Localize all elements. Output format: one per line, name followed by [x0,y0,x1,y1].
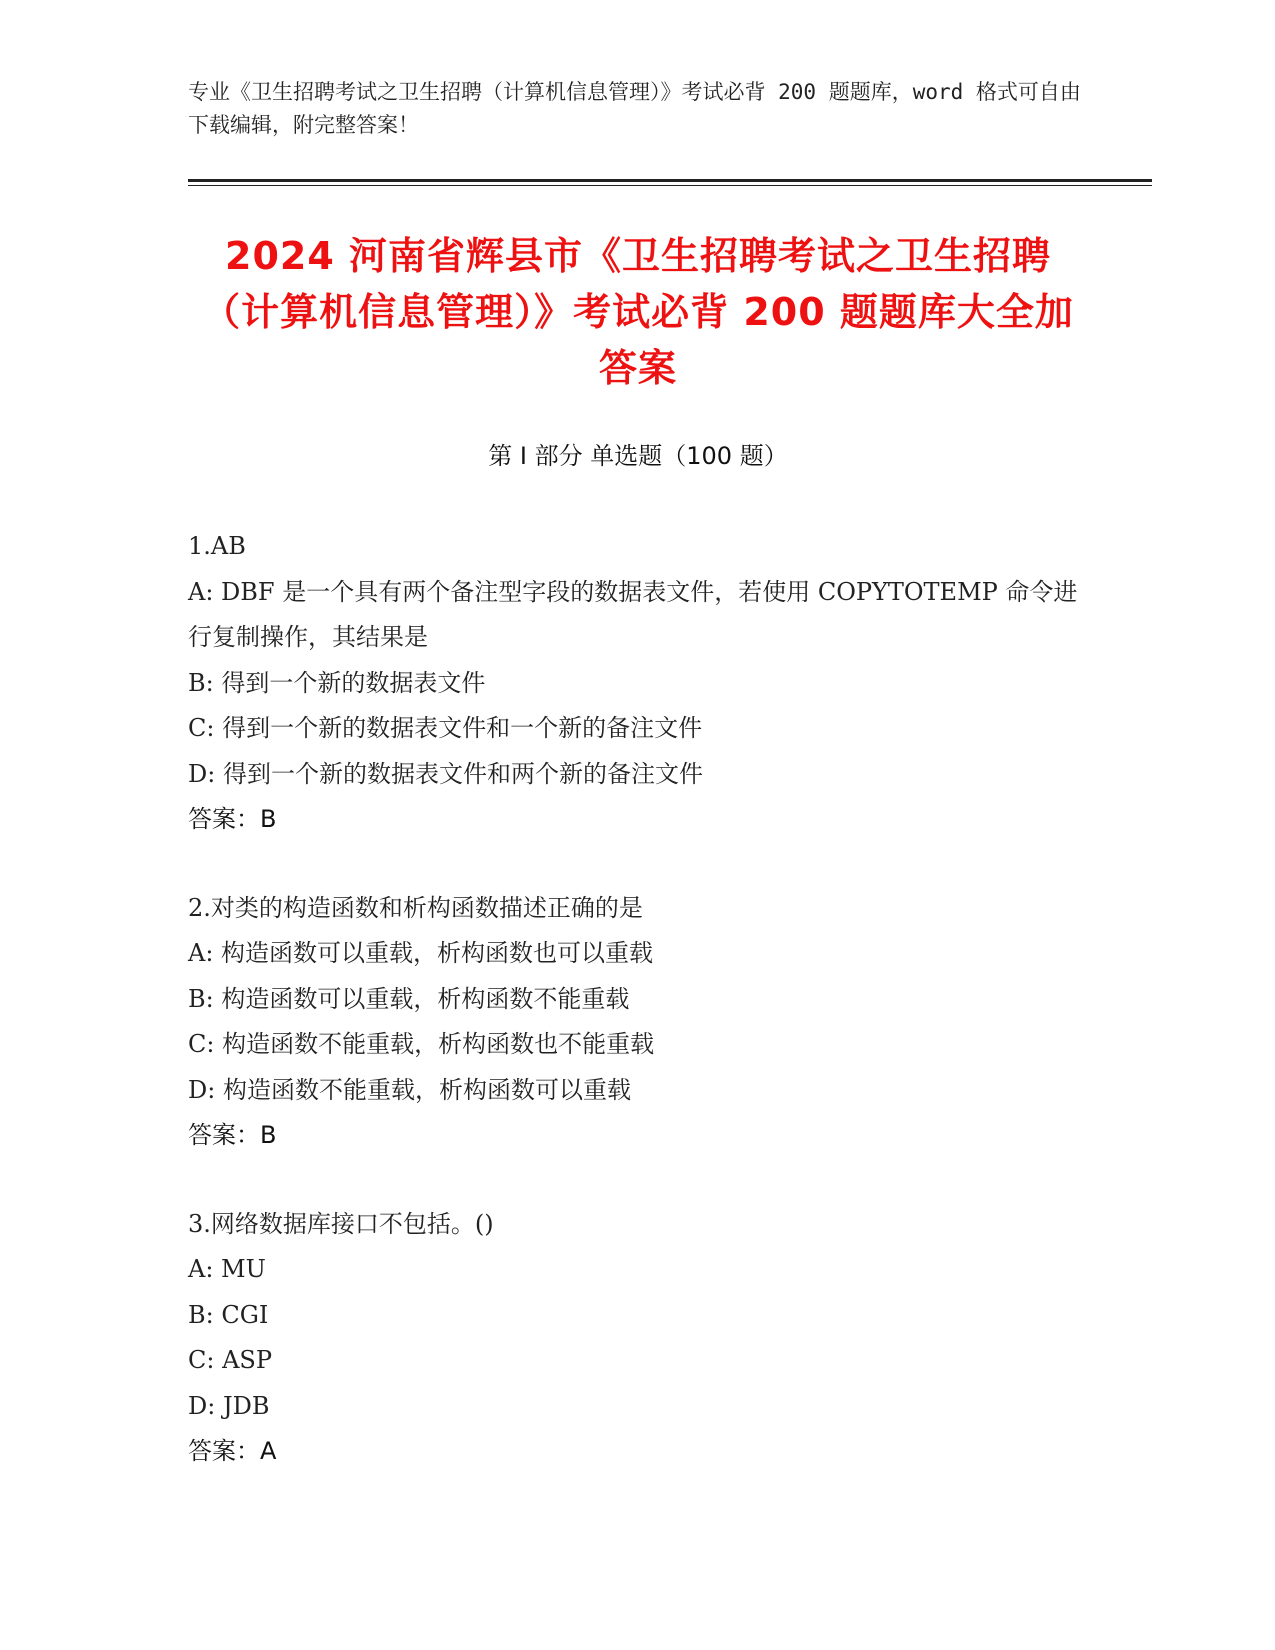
option-d: D: 构造函数不能重载，析构函数可以重载 [188,1075,631,1104]
option-c: C: 得到一个新的数据表文件和一个新的备注文件 [188,714,703,742]
option-d: D: 得到一个新的数据表文件和两个新的备注文件 [188,759,703,788]
option-b: B: CGI [188,1300,269,1329]
header-divider-thick [188,179,1152,182]
option-a: A: DBF 是一个具有两个备注型字段的数据表文件，若使用 COPYTOTEMP 命令进行复制操作，其结果是 [188,577,1078,651]
question-list [188,524,1088,1518]
question-stem: 1.AB [188,532,246,560]
header-divider-thin [188,185,1152,186]
section-title: 第 I 部分 单选题（100 题） [488,442,788,470]
answer: 答案：A [188,1437,277,1465]
question-stem: 2.对类的构造函数和析构函数描述正确的是 [188,893,643,922]
header-note: 专业《卫生招聘考试之卫生招聘（计算机信息管理）》考试必背 200 题题库，word 格式可自由下载编辑，附完整答案！ [188,80,1081,137]
document-title: 2024 河南省辉县市《卫生招聘考试之卫生招聘（计算机信息管理）》考试必背 200 题题库大全加答案 [202,234,1074,390]
question-stem: 3.网络数据库接口不包括。() [188,1209,494,1238]
option-c: C: 构造函数不能重载，析构函数也不能重载 [188,1030,655,1058]
option-a: A: 构造函数可以重载，析构函数也可以重载 [188,939,654,967]
question-2 [188,886,1088,1159]
option-d: D: JDB [188,1391,270,1420]
answer: 答案：B [188,805,277,833]
question-1 [188,524,1088,843]
option-b: B: 构造函数可以重载，析构函数不能重载 [188,984,630,1013]
question-3 [188,1202,1088,1475]
option-c: C: ASP [188,1346,272,1374]
option-b: B: 得到一个新的数据表文件 [188,668,486,697]
option-a: A: MU [188,1255,266,1283]
answer: 答案：B [188,1121,277,1149]
